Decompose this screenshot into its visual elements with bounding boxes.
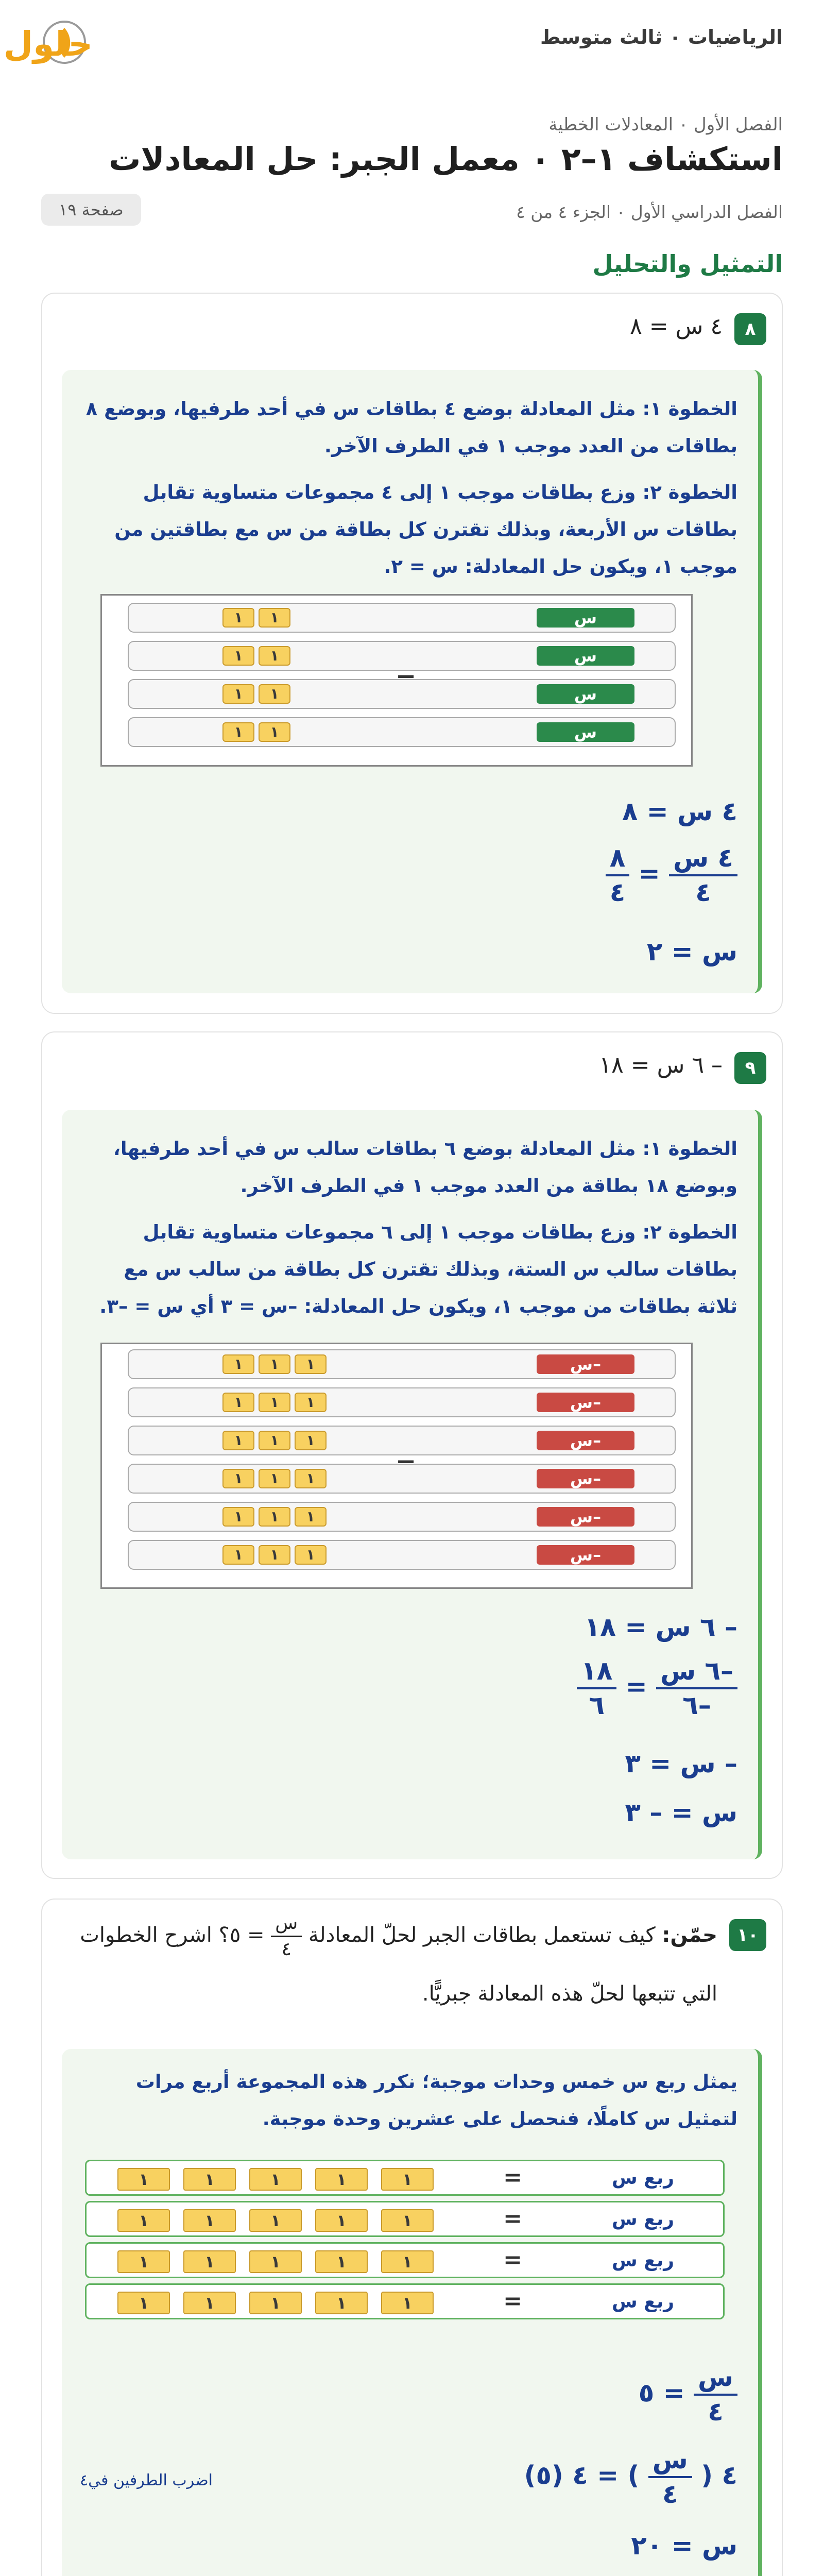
logo-icon (3, 10, 191, 67)
math-line-1: $\frac{\text{س}}{٤}$ = ٥ (639, 2363, 737, 2426)
unit-tile: ١ (222, 1354, 254, 1374)
unit-tile: ١ (295, 1431, 327, 1450)
solution-box (62, 370, 762, 993)
tile-row (128, 1426, 676, 1455)
algebra-tiles-model (100, 594, 693, 767)
unit-tile: ١ (249, 2250, 302, 2273)
math-fraction-line: $\frac{\text{٤ س}}{٤}$ = $\frac{٨}{٤}$ (606, 844, 737, 907)
unit-tile: ١ (295, 1469, 327, 1488)
negative-x-tile: –س (537, 1469, 634, 1488)
unit-tile: ١ (222, 1393, 254, 1412)
unit-tile: ١ (381, 2209, 434, 2232)
step-1: الخطوة ١: مثل المعادلة بوضع ٤ بطاقات س في أحد طرفيها، وبوضع ٨ بطاقات من العدد موجب ١ في الطرف الآخر. (85, 398, 737, 457)
unit-tile: ١ (315, 2292, 368, 2314)
question-card-9 (41, 1031, 783, 1879)
unit-tile: ١ (222, 1469, 254, 1488)
unit-tile: ١ (222, 722, 254, 742)
x-tile: س (537, 684, 634, 704)
unit-tile: ١ (183, 2168, 236, 2191)
semester-info: الفصل الدراسي الأول ٠ الجزء ٤ من ٤ (516, 202, 783, 222)
unit-tile: ١ (295, 1545, 327, 1565)
unit-tile: ١ (295, 1507, 327, 1527)
page-badge: صفحة ١٩ (41, 194, 141, 226)
unit-tile: ١ (259, 1354, 290, 1374)
question-fraction: $\frac{\text{س}}{٤}$ (271, 1913, 302, 1959)
tile-row (128, 1464, 676, 1494)
math-line-1: – ٦ س = ١٨ (584, 1612, 737, 1642)
tile-row (128, 603, 676, 633)
tile-row (128, 1540, 676, 1570)
unit-tile: ١ (259, 1469, 290, 1488)
tile-row (128, 679, 676, 709)
question-card-8 (41, 293, 783, 1014)
chapter-breadcrumb: الفصل الأول ٠ المعادلات الخطية (548, 114, 783, 135)
unit-tile: ١ (222, 1507, 254, 1527)
tile-row (128, 641, 676, 671)
x-tile: س (537, 608, 634, 628)
fraction-right: $\frac{١٨}{٦}$ (577, 1657, 616, 1720)
fraction-left: $\frac{\text{٤ س}}{٤}$ (669, 844, 737, 907)
negative-x-tile: –س (537, 1431, 634, 1450)
question-text: – ٦ س = ١٨ (599, 1052, 723, 1078)
negative-x-tile: –س (537, 1393, 634, 1412)
math-line-2: ٤ ( $\frac{\text{س}}{٤}$ ) = ٤ (٥) (524, 2445, 737, 2509)
explanation: يمثل ربع س خمس وحدات موجبة؛ نكرر هذه المجموعة أربع مرات لتمثيل س كاملًا، فنحصل على عشرين وحدة موجبة. (135, 2071, 737, 2130)
step-1: الخطوة ١: مثل المعادلة بوضع ٦ بطاقات سالب س في أحد طرفيها، وبوضع ١٨ بطاقة من العدد موجب ١ في الطرف الآخر. (113, 1138, 737, 1197)
tile-row (128, 1349, 676, 1379)
quarter-row: ربع س = ١ ١ ١ ١ ١ (85, 2242, 725, 2278)
math-line-1: ٤ س = ٨ (622, 796, 737, 826)
step-2: الخطوة ٢: وزع بطاقات موجب ١ إلى ٤ مجموعات متساوية تقابل بطاقات س الأربعة، وبذلك تقترن كل بطاقة من س مع بطاقتين من موجب ١، ويكون حل المعادلة: س = ٢. (114, 481, 737, 578)
quarter-row: ربع س = ١ ١ ١ ١ ١ (85, 2283, 725, 2319)
question-label: حمّن: (662, 1923, 717, 1947)
question-text: حمّن: كيف تستعمل بطاقات الجبر لحلّ المعادلة $\frac{\text{س}}{٤}$ = ٥؟ اشرح الخطوات (80, 1912, 717, 1960)
unit-tile: ١ (222, 1545, 254, 1565)
negative-x-tile: –س (537, 1545, 634, 1565)
question-number: ٩ (734, 1052, 766, 1084)
unit-tile: ١ (222, 684, 254, 704)
step-2: الخطوة ٢: وزع بطاقات موجب ١ إلى ٦ مجموعات متساوية تقابل بطاقات سالب س الستة، وبذلك تقترن كل بطاقة من سالب س مع ثلاثة بطاقات من موجب ١، ويكون حل المعادلة: –س = ٣ أي س = –٣. (99, 1221, 737, 1317)
unit-tile: ١ (259, 646, 290, 666)
unit-tile: ١ (315, 2209, 368, 2232)
unit-tile: ١ (315, 2168, 368, 2191)
unit-tile: ١ (259, 1431, 290, 1450)
math-answer: س = ٢٠ (631, 2531, 737, 2561)
question-number: ٨ (734, 313, 766, 345)
unit-tile: ١ (222, 608, 254, 628)
solution-box (62, 2049, 762, 2576)
unit-tile: ١ (259, 684, 290, 704)
math-answer: س = – ٣ (625, 1798, 737, 1827)
tile-row (128, 717, 676, 747)
question-text: ٤ س = ٨ (630, 313, 723, 340)
brand-logo[interactable] (3, 10, 191, 67)
x-tile: س (537, 722, 634, 742)
unit-tile: ١ (381, 2250, 434, 2273)
logo-text: حلول (3, 24, 93, 64)
fraction: $\frac{\text{س}}{٤}$ (694, 2363, 737, 2426)
question-number: ١٠ (729, 1919, 766, 1951)
unit-tile: ١ (315, 2250, 368, 2273)
page-title: استكشاف ١–٢ ٠ معمل الجبر: حل المعادلات (109, 140, 783, 178)
unit-tile: ١ (183, 2292, 236, 2314)
unit-tile: ١ (259, 1393, 290, 1412)
unit-tile: ١ (183, 2209, 236, 2232)
unit-tile: ١ (259, 722, 290, 742)
unit-tile: ١ (249, 2292, 302, 2314)
unit-tile: ١ (381, 2292, 434, 2314)
x-tile: س (537, 646, 634, 666)
algebra-tiles-model (100, 1343, 693, 1589)
negative-x-tile: –س (537, 1507, 634, 1527)
unit-tile: ١ (295, 1354, 327, 1374)
section-heading: التمثيل والتحليل (592, 250, 783, 278)
fraction-left: $\frac{\text{–٦ س}}{-٦}$ (656, 1657, 737, 1720)
math-answer: س = ٢ (646, 937, 737, 967)
quarter-row: ربع س = ١ ١ ١ ١ ١ (85, 2160, 725, 2196)
fraction-right: $\frac{٨}{٤}$ (606, 844, 630, 907)
side-note: اضرب الطرفين في٤ (80, 2471, 213, 2489)
unit-tile: ١ (117, 2168, 170, 2191)
unit-tile: ١ (259, 1545, 290, 1565)
tile-row (128, 1387, 676, 1417)
math-fraction-line: $\frac{\text{–٦ س}}{-٦}$ = $\frac{١٨}{٦}$ (577, 1657, 737, 1720)
unit-tile: ١ (295, 1393, 327, 1412)
unit-tile: ١ (249, 2168, 302, 2191)
unit-tile: ١ (222, 1431, 254, 1450)
unit-tile: ١ (117, 2250, 170, 2273)
tile-row (128, 1502, 676, 1532)
quarter-row: ربع س = ١ ١ ١ ١ ١ (85, 2201, 725, 2237)
unit-tile: ١ (259, 1507, 290, 1527)
unit-tile: ١ (222, 646, 254, 666)
solution-box (62, 1110, 762, 1859)
unit-tile: ١ (183, 2250, 236, 2273)
unit-tile: ١ (117, 2292, 170, 2314)
breadcrumb: الرياضيات ٠ ثالث متوسط (540, 26, 783, 48)
negative-x-tile: –س (537, 1354, 634, 1374)
unit-tile: ١ (259, 608, 290, 628)
unit-tile: ١ (381, 2168, 434, 2191)
unit-tile: ١ (249, 2209, 302, 2232)
question-card-10 (41, 1899, 783, 2576)
math-line-3: – س = ٣ (625, 1749, 737, 1778)
fraction: $\frac{\text{س}}{٤}$ (648, 2446, 692, 2509)
unit-tile: ١ (117, 2209, 170, 2232)
question-text-line-2: التي تتبعها لحلّ هذه المعادلة جبريًّا. (422, 1982, 717, 2006)
